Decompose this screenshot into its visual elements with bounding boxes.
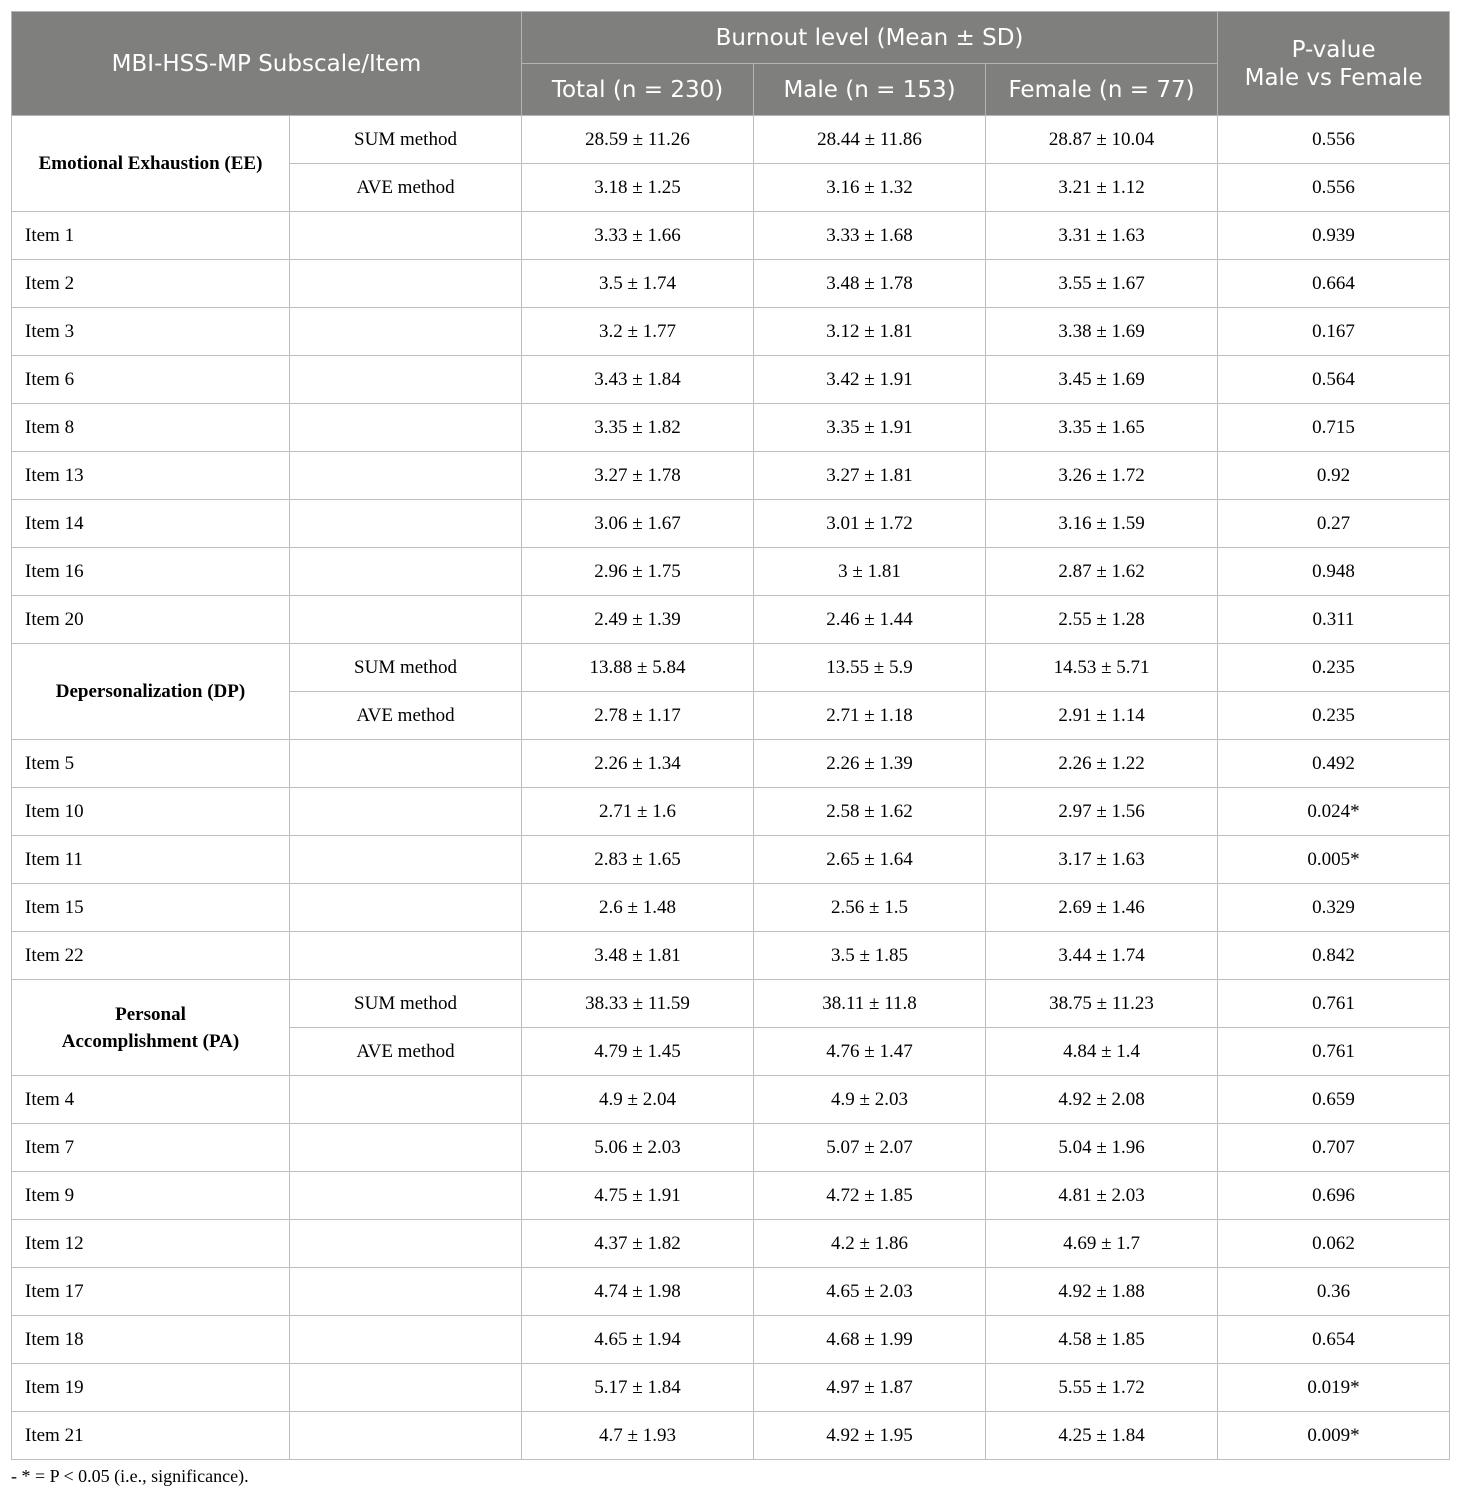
- male-cell: 3.33 ± 1.68: [754, 212, 986, 260]
- female-cell: 4.58 ± 1.85: [986, 1316, 1218, 1364]
- table-row: [12, 932, 1450, 980]
- empty-cell: [290, 932, 522, 980]
- empty-cell: [290, 548, 522, 596]
- male-cell: 3.5 ± 1.85: [754, 932, 986, 980]
- item-label: Item 7: [12, 1124, 290, 1172]
- empty-cell: [290, 404, 522, 452]
- male-cell: 3.16 ± 1.32: [754, 164, 986, 212]
- empty-cell: [290, 836, 522, 884]
- female-cell: 28.87 ± 10.04: [986, 116, 1218, 164]
- female-cell: 14.53 ± 5.71: [986, 644, 1218, 692]
- empty-cell: [290, 212, 522, 260]
- pvalue-cell: 0.009*: [1218, 1412, 1450, 1460]
- female-cell: 2.87 ± 1.62: [986, 548, 1218, 596]
- subscale-name: [12, 980, 290, 1076]
- table-row: [12, 1364, 1450, 1412]
- item-label: Item 21: [12, 1412, 290, 1460]
- male-cell: 4.97 ± 1.87: [754, 1364, 986, 1412]
- male-cell: 5.07 ± 2.07: [754, 1124, 986, 1172]
- subscale-name: [12, 116, 290, 212]
- female-cell: 2.91 ± 1.14: [986, 692, 1218, 740]
- pvalue-cell: 0.761: [1218, 1028, 1450, 1076]
- empty-cell: [290, 1220, 522, 1268]
- method-label: AVE method: [290, 164, 522, 212]
- empty-cell: [290, 1268, 522, 1316]
- total-cell: 4.79 ± 1.45: [522, 1028, 754, 1076]
- female-cell: 2.26 ± 1.22: [986, 740, 1218, 788]
- pvalue-cell: 0.556: [1218, 116, 1450, 164]
- female-cell: 2.55 ± 1.28: [986, 596, 1218, 644]
- total-cell: 2.96 ± 1.75: [522, 548, 754, 596]
- item-label: Item 15: [12, 884, 290, 932]
- empty-cell: [290, 1412, 522, 1460]
- total-cell: 3.33 ± 1.66: [522, 212, 754, 260]
- header-burnout-level: Burnout level (Mean ± SD): [522, 12, 1218, 64]
- female-cell: 2.97 ± 1.56: [986, 788, 1218, 836]
- pvalue-cell: 0.492: [1218, 740, 1450, 788]
- total-cell: 2.6 ± 1.48: [522, 884, 754, 932]
- female-cell: 4.69 ± 1.7: [986, 1220, 1218, 1268]
- table-body: [12, 116, 1450, 1460]
- pvalue-cell: 0.167: [1218, 308, 1450, 356]
- pvalue-cell: 0.27: [1218, 500, 1450, 548]
- female-cell: 3.45 ± 1.69: [986, 356, 1218, 404]
- male-cell: 4.68 ± 1.99: [754, 1316, 986, 1364]
- pvalue-cell: 0.92: [1218, 452, 1450, 500]
- table-row: [12, 260, 1450, 308]
- table-row: [12, 1316, 1450, 1364]
- total-cell: 2.49 ± 1.39: [522, 596, 754, 644]
- male-cell: 2.71 ± 1.18: [754, 692, 986, 740]
- method-label: SUM method: [290, 116, 522, 164]
- pvalue-cell: 0.707: [1218, 1124, 1450, 1172]
- empty-cell: [290, 596, 522, 644]
- male-cell: 2.65 ± 1.64: [754, 836, 986, 884]
- total-cell: 3.27 ± 1.78: [522, 452, 754, 500]
- empty-cell: [290, 356, 522, 404]
- female-cell: 3.31 ± 1.63: [986, 212, 1218, 260]
- female-cell: 4.92 ± 2.08: [986, 1076, 1218, 1124]
- item-label: Item 4: [12, 1076, 290, 1124]
- empty-cell: [290, 260, 522, 308]
- male-cell: 3.27 ± 1.81: [754, 452, 986, 500]
- total-cell: 3.18 ± 1.25: [522, 164, 754, 212]
- header-male: Male (n = 153): [754, 64, 986, 116]
- pvalue-cell: 0.715: [1218, 404, 1450, 452]
- pvalue-cell: 0.654: [1218, 1316, 1450, 1364]
- total-cell: 2.26 ± 1.34: [522, 740, 754, 788]
- total-cell: 4.9 ± 2.04: [522, 1076, 754, 1124]
- table-row: [12, 1268, 1450, 1316]
- item-label: Item 10: [12, 788, 290, 836]
- female-cell: 3.17 ± 1.63: [986, 836, 1218, 884]
- total-cell: 38.33 ± 11.59: [522, 980, 754, 1028]
- empty-cell: [290, 740, 522, 788]
- total-cell: 3.43 ± 1.84: [522, 356, 754, 404]
- subscale-name: [12, 644, 290, 740]
- male-cell: 4.65 ± 2.03: [754, 1268, 986, 1316]
- empty-cell: [290, 788, 522, 836]
- table-row: [12, 788, 1450, 836]
- total-cell: 4.74 ± 1.98: [522, 1268, 754, 1316]
- burnout-table: [11, 11, 1450, 1460]
- female-cell: 2.69 ± 1.46: [986, 884, 1218, 932]
- female-cell: 3.21 ± 1.12: [986, 164, 1218, 212]
- subscale-name-line: Depersonalization (DP): [55, 681, 246, 702]
- header-pvalue: [1218, 12, 1450, 116]
- female-cell: 38.75 ± 11.23: [986, 980, 1218, 1028]
- female-cell: 3.44 ± 1.74: [986, 932, 1218, 980]
- male-cell: 3.42 ± 1.91: [754, 356, 986, 404]
- male-cell: 3.48 ± 1.78: [754, 260, 986, 308]
- total-cell: 4.7 ± 1.93: [522, 1412, 754, 1460]
- table-row: [12, 404, 1450, 452]
- empty-cell: [290, 308, 522, 356]
- table-row: [12, 1124, 1450, 1172]
- empty-cell: [290, 1316, 522, 1364]
- empty-cell: [290, 884, 522, 932]
- item-label: Item 22: [12, 932, 290, 980]
- header-total: Total (n = 230): [522, 64, 754, 116]
- item-label: Item 19: [12, 1364, 290, 1412]
- female-cell: 5.04 ± 1.96: [986, 1124, 1218, 1172]
- male-cell: 2.56 ± 1.5: [754, 884, 986, 932]
- item-label: Item 3: [12, 308, 290, 356]
- male-cell: 3.35 ± 1.91: [754, 404, 986, 452]
- total-cell: 3.2 ± 1.77: [522, 308, 754, 356]
- female-cell: 4.84 ± 1.4: [986, 1028, 1218, 1076]
- table-row: [12, 308, 1450, 356]
- empty-cell: [290, 1124, 522, 1172]
- empty-cell: [290, 452, 522, 500]
- total-cell: 2.83 ± 1.65: [522, 836, 754, 884]
- total-cell: 4.65 ± 1.94: [522, 1316, 754, 1364]
- method-label: SUM method: [290, 980, 522, 1028]
- subscale-name-line: Emotional Exhaustion (EE): [38, 153, 263, 174]
- table-row: [12, 548, 1450, 596]
- pvalue-cell: 0.659: [1218, 1076, 1450, 1124]
- table-row: [12, 836, 1450, 884]
- method-label: AVE method: [290, 692, 522, 740]
- item-label: Item 2: [12, 260, 290, 308]
- method-label: SUM method: [290, 644, 522, 692]
- male-cell: 2.26 ± 1.39: [754, 740, 986, 788]
- table-row: [12, 452, 1450, 500]
- male-cell: 28.44 ± 11.86: [754, 116, 986, 164]
- male-cell: 4.92 ± 1.95: [754, 1412, 986, 1460]
- pvalue-cell: 0.36: [1218, 1268, 1450, 1316]
- item-label: Item 20: [12, 596, 290, 644]
- method-row: [12, 116, 1450, 164]
- pvalue-cell: 0.019*: [1218, 1364, 1450, 1412]
- footnote: - * = P < 0.05 (i.e., significance).: [11, 1466, 249, 1486]
- header-subscale-item: MBI-HSS-MP Subscale/Item: [12, 12, 522, 116]
- female-cell: 4.25 ± 1.84: [986, 1412, 1218, 1460]
- empty-cell: [290, 1076, 522, 1124]
- male-cell: 3.12 ± 1.81: [754, 308, 986, 356]
- table-row: [12, 596, 1450, 644]
- male-cell: 2.58 ± 1.62: [754, 788, 986, 836]
- table-row: [12, 212, 1450, 260]
- total-cell: 4.75 ± 1.91: [522, 1172, 754, 1220]
- method-row: [12, 980, 1450, 1028]
- female-cell: 3.16 ± 1.59: [986, 500, 1218, 548]
- pvalue-cell: 0.664: [1218, 260, 1450, 308]
- total-cell: 2.71 ± 1.6: [522, 788, 754, 836]
- header-pvalue-line1: P-value: [1291, 36, 1376, 63]
- item-label: Item 18: [12, 1316, 290, 1364]
- pvalue-cell: 0.311: [1218, 596, 1450, 644]
- female-cell: 3.35 ± 1.65: [986, 404, 1218, 452]
- method-row: [12, 644, 1450, 692]
- male-cell: 4.76 ± 1.47: [754, 1028, 986, 1076]
- table-row: [12, 1172, 1450, 1220]
- female-cell: 4.81 ± 2.03: [986, 1172, 1218, 1220]
- empty-cell: [290, 500, 522, 548]
- total-cell: 5.17 ± 1.84: [522, 1364, 754, 1412]
- subscale-name-line: Accomplishment (PA): [61, 1030, 240, 1052]
- pvalue-cell: 0.842: [1218, 932, 1450, 980]
- male-cell: 4.72 ± 1.85: [754, 1172, 986, 1220]
- item-label: Item 12: [12, 1220, 290, 1268]
- table-row: [12, 740, 1450, 788]
- table-row: [12, 356, 1450, 404]
- header-female: Female (n = 77): [986, 64, 1218, 116]
- pvalue-cell: 0.235: [1218, 692, 1450, 740]
- header-pvalue-line2: Male vs Female: [1244, 64, 1423, 91]
- pvalue-cell: 0.939: [1218, 212, 1450, 260]
- pvalue-cell: 0.024*: [1218, 788, 1450, 836]
- item-label: Item 13: [12, 452, 290, 500]
- male-cell: 2.46 ± 1.44: [754, 596, 986, 644]
- female-cell: 3.26 ± 1.72: [986, 452, 1218, 500]
- item-label: Item 8: [12, 404, 290, 452]
- item-label: Item 11: [12, 836, 290, 884]
- pvalue-cell: 0.696: [1218, 1172, 1450, 1220]
- pvalue-cell: 0.235: [1218, 644, 1450, 692]
- total-cell: 3.5 ± 1.74: [522, 260, 754, 308]
- subscale-name-line: Personal: [115, 1003, 186, 1025]
- item-label: Item 1: [12, 212, 290, 260]
- female-cell: 3.38 ± 1.69: [986, 308, 1218, 356]
- empty-cell: [290, 1364, 522, 1412]
- total-cell: 5.06 ± 2.03: [522, 1124, 754, 1172]
- total-cell: 13.88 ± 5.84: [522, 644, 754, 692]
- pvalue-cell: 0.329: [1218, 884, 1450, 932]
- pvalue-cell: 0.564: [1218, 356, 1450, 404]
- female-cell: 5.55 ± 1.72: [986, 1364, 1218, 1412]
- table-row: [12, 1412, 1450, 1460]
- total-cell: 3.06 ± 1.67: [522, 500, 754, 548]
- pvalue-cell: 0.005*: [1218, 836, 1450, 884]
- female-cell: 4.92 ± 1.88: [986, 1268, 1218, 1316]
- table-row: [12, 1076, 1450, 1124]
- pvalue-cell: 0.948: [1218, 548, 1450, 596]
- pvalue-cell: 0.761: [1218, 980, 1450, 1028]
- pvalue-cell: 0.556: [1218, 164, 1450, 212]
- male-cell: 3 ± 1.81: [754, 548, 986, 596]
- total-cell: 4.37 ± 1.82: [522, 1220, 754, 1268]
- item-label: Item 9: [12, 1172, 290, 1220]
- total-cell: 3.48 ± 1.81: [522, 932, 754, 980]
- male-cell: 3.01 ± 1.72: [754, 500, 986, 548]
- method-label: AVE method: [290, 1028, 522, 1076]
- table-row: [12, 500, 1450, 548]
- table-row: [12, 884, 1450, 932]
- item-label: Item 17: [12, 1268, 290, 1316]
- male-cell: 4.2 ± 1.86: [754, 1220, 986, 1268]
- male-cell: 4.9 ± 2.03: [754, 1076, 986, 1124]
- empty-cell: [290, 1172, 522, 1220]
- pvalue-cell: 0.062: [1218, 1220, 1450, 1268]
- total-cell: 2.78 ± 1.17: [522, 692, 754, 740]
- item-label: Item 14: [12, 500, 290, 548]
- total-cell: 3.35 ± 1.82: [522, 404, 754, 452]
- item-label: Item 16: [12, 548, 290, 596]
- table-row: [12, 1220, 1450, 1268]
- item-label: Item 5: [12, 740, 290, 788]
- item-label: Item 6: [12, 356, 290, 404]
- total-cell: 28.59 ± 11.26: [522, 116, 754, 164]
- table-header: [12, 12, 1450, 116]
- male-cell: 38.11 ± 11.8: [754, 980, 986, 1028]
- female-cell: 3.55 ± 1.67: [986, 260, 1218, 308]
- male-cell: 13.55 ± 5.9: [754, 644, 986, 692]
